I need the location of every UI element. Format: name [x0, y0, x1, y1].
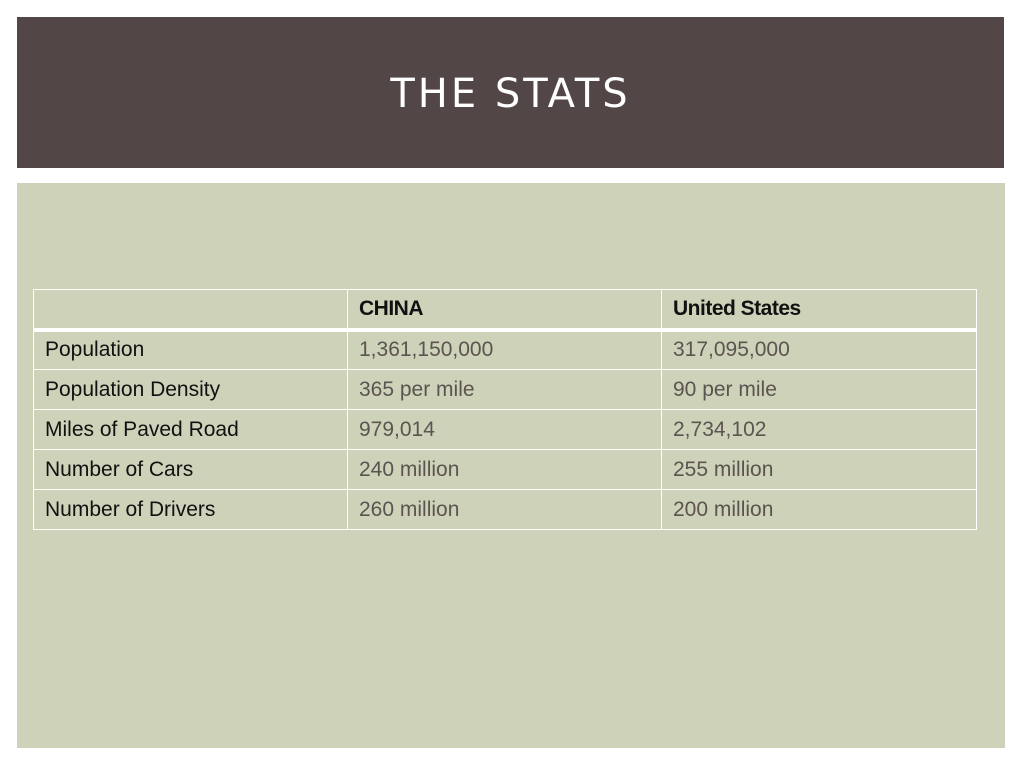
cell-us-paved-road: 2,734,102 — [662, 410, 977, 450]
cell-us-population: 317,095,000 — [662, 330, 977, 370]
cell-china-number-of-drivers: 260 million — [348, 490, 662, 530]
slide-title: THE STATS — [390, 70, 631, 117]
header-blank — [34, 290, 348, 330]
content-panel — [17, 183, 1005, 748]
cell-china-paved-road: 979,014 — [348, 410, 662, 450]
table-header-row — [34, 290, 977, 330]
cell-us-number-of-cars: 255 million — [662, 450, 977, 490]
header-china: CHINA — [348, 290, 662, 330]
cell-china-population: 1,361,150,000 — [348, 330, 662, 370]
table-row — [34, 330, 977, 370]
cell-us-population-density: 90 per mile — [662, 370, 977, 410]
title-bar — [17, 17, 1004, 168]
table-row — [34, 370, 977, 410]
row-label-population: Population — [34, 330, 348, 370]
cell-china-population-density: 365 per mile — [348, 370, 662, 410]
row-label-paved-road: Miles of Paved Road — [34, 410, 348, 450]
row-label-number-of-drivers: Number of Drivers — [34, 490, 348, 530]
row-label-population-density: Population Density — [34, 370, 348, 410]
row-label-number-of-cars: Number of Cars — [34, 450, 348, 490]
table-row — [34, 490, 977, 530]
table-row — [34, 410, 977, 450]
stats-table — [33, 289, 977, 530]
cell-china-number-of-cars: 240 million — [348, 450, 662, 490]
table-row — [34, 450, 977, 490]
header-united-states: United States — [662, 290, 977, 330]
cell-us-number-of-drivers: 200 million — [662, 490, 977, 530]
